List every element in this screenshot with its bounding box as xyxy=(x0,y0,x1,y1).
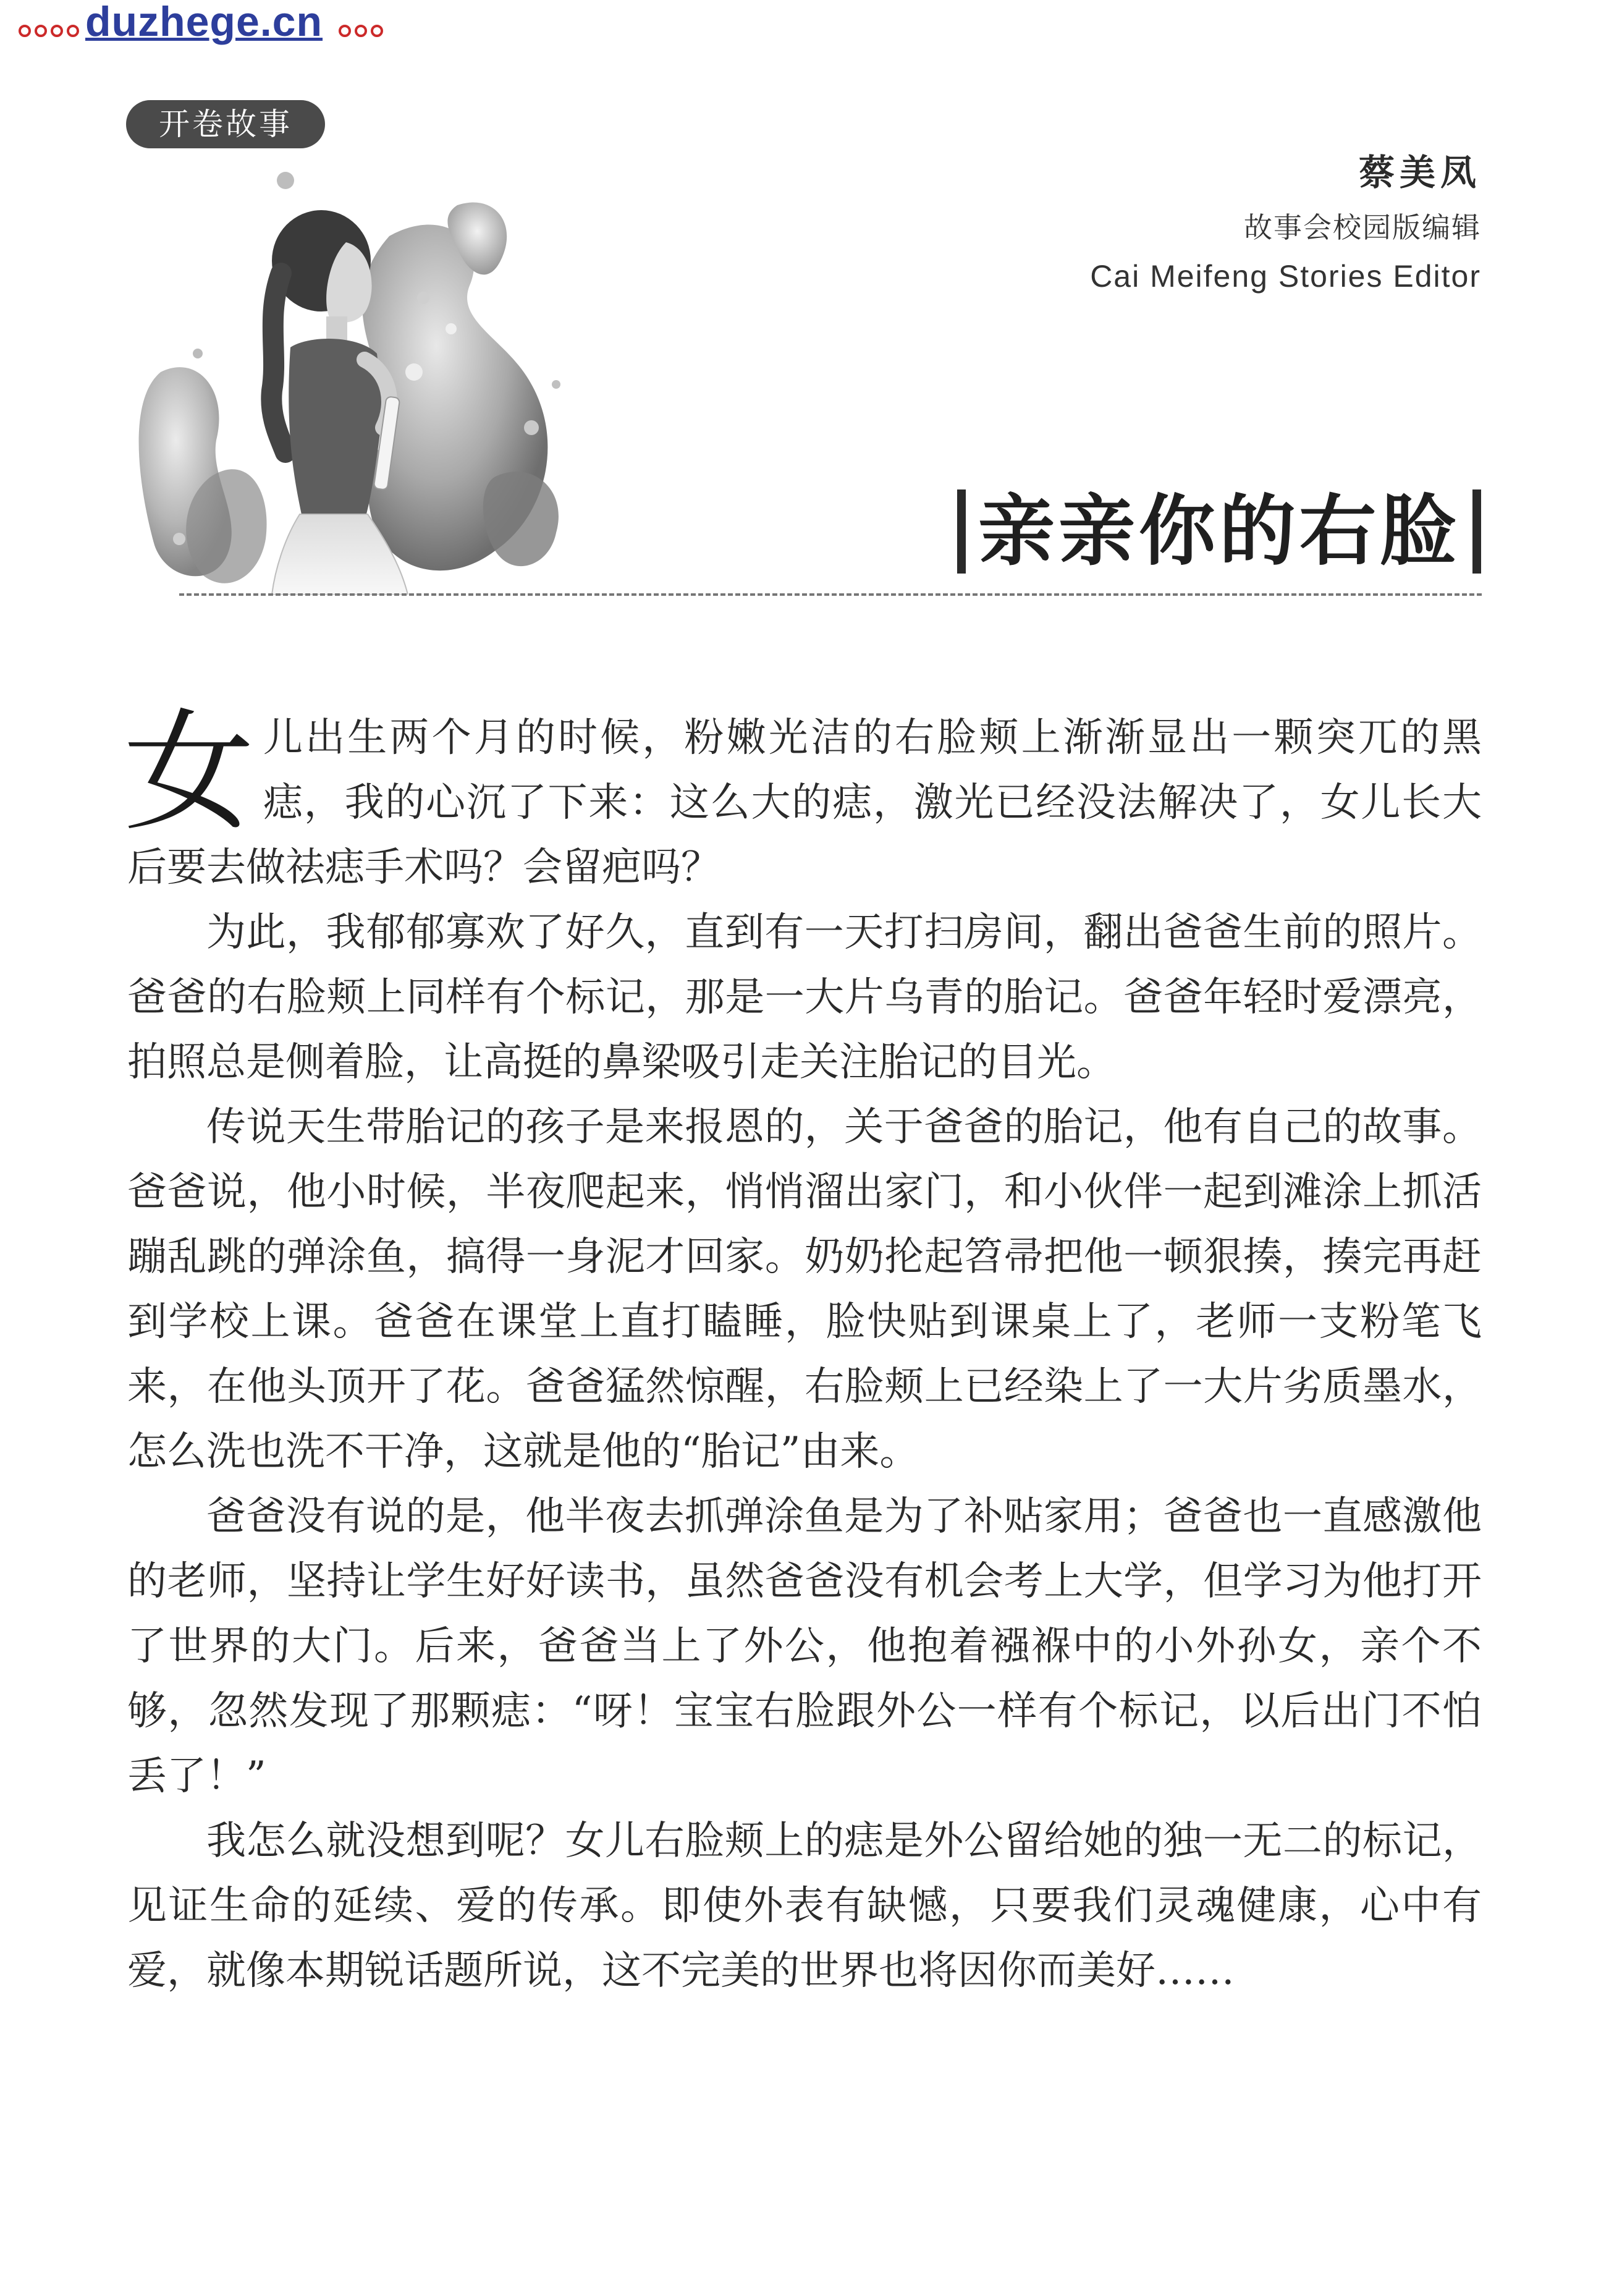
title-bar-left xyxy=(957,489,966,574)
author-role: 故事会校园版编辑 xyxy=(1244,211,1481,244)
drop-cap: 女 xyxy=(124,696,255,849)
title-bar-right xyxy=(1472,489,1481,574)
paragraph-2: 为此，我郁郁寡欢了好久，直到有一天打扫房间，翻出爸爸生前的照片。爸爸的右脸颊上同样有个标记，那是一大片乌青的胎记。爸爸年轻时爱漂亮，拍照总是侧着脸，让高挺的鼻梁吸引走关注胎记的目光。 xyxy=(127,910,1482,1085)
paragraph-4: 爸爸没有说的是，他半夜去抓弹涂鱼是为了补贴家用；爸爸也一直感激他的老师，坚持让学生好好读书，虽然爸爸没有机会考上大学，但学习为他打开了世界的大门。后来，爸爸当上了外公，他抱着襁褓中的小外孙女，亲个不够，忽然发现了那颗痣：“呀！宝宝右脸跟外公一样有个标记，以后出门不怕丢了！” xyxy=(127,1494,1482,1799)
paragraph-1 xyxy=(124,696,1482,900)
paragraph-5: 我怎么就没想到呢？女儿右脸颊上的痣是外公留给她的独一无二的标记，见证生命的延续、爱的传承。即使外表有缺憾，只要我们灵魂健康，心中有爱，就像本期锐话题所说，这不完美的世界也将因你而美好…… xyxy=(127,1818,1482,1994)
column-tag: 开卷故事 xyxy=(126,100,325,148)
paragraph-1-text: 儿出生两个月的时候，粉嫩光洁的右脸颊上渐渐显出一颗突兀的黑痣，我的心沉了下来：这么大的痣，激光已经没法解决了，女儿长大后要去做祛痣手术吗？会留疤吗？ xyxy=(127,715,1482,891)
dashed-divider xyxy=(179,593,1482,596)
girl-with-balloons-illustration xyxy=(124,168,593,595)
watermark-ornament-right xyxy=(339,25,383,38)
paragraph-3: 传说天生带胎记的孩子是来报恩的，关于爸爸的胎记，他有自己的故事。爸爸说，他小时候，半夜爬起来，悄悄溜出家门，和小伙伴一起到滩涂上抓活蹦乱跳的弹涂鱼，搞得一身泥才回家。奶奶抡起笤帚把他一顿狠揍，揍完再赶到学校上课。爸爸在课堂上直打瞌睡，脸快贴到课桌上了，老师一支粉笔飞来，在他头顶开了花。爸爸猛然惊醒，右脸颊上已经染上了一大片劣质墨水，怎么洗也洗不干净，这就是他的“胎记”由来。 xyxy=(127,1104,1482,1475)
site-watermark xyxy=(0,0,433,49)
article-body xyxy=(124,696,1482,2004)
watermark-text[interactable]: duzhege.cn xyxy=(85,0,323,45)
article-title-block xyxy=(957,488,1481,575)
article-title: 亲亲你的右脸 xyxy=(978,487,1460,576)
watermark-ornament-left xyxy=(19,25,79,38)
author-role-english: Cai Meifeng Stories Editor xyxy=(1090,259,1481,294)
author-name: 蔡美凤 xyxy=(1358,151,1481,193)
